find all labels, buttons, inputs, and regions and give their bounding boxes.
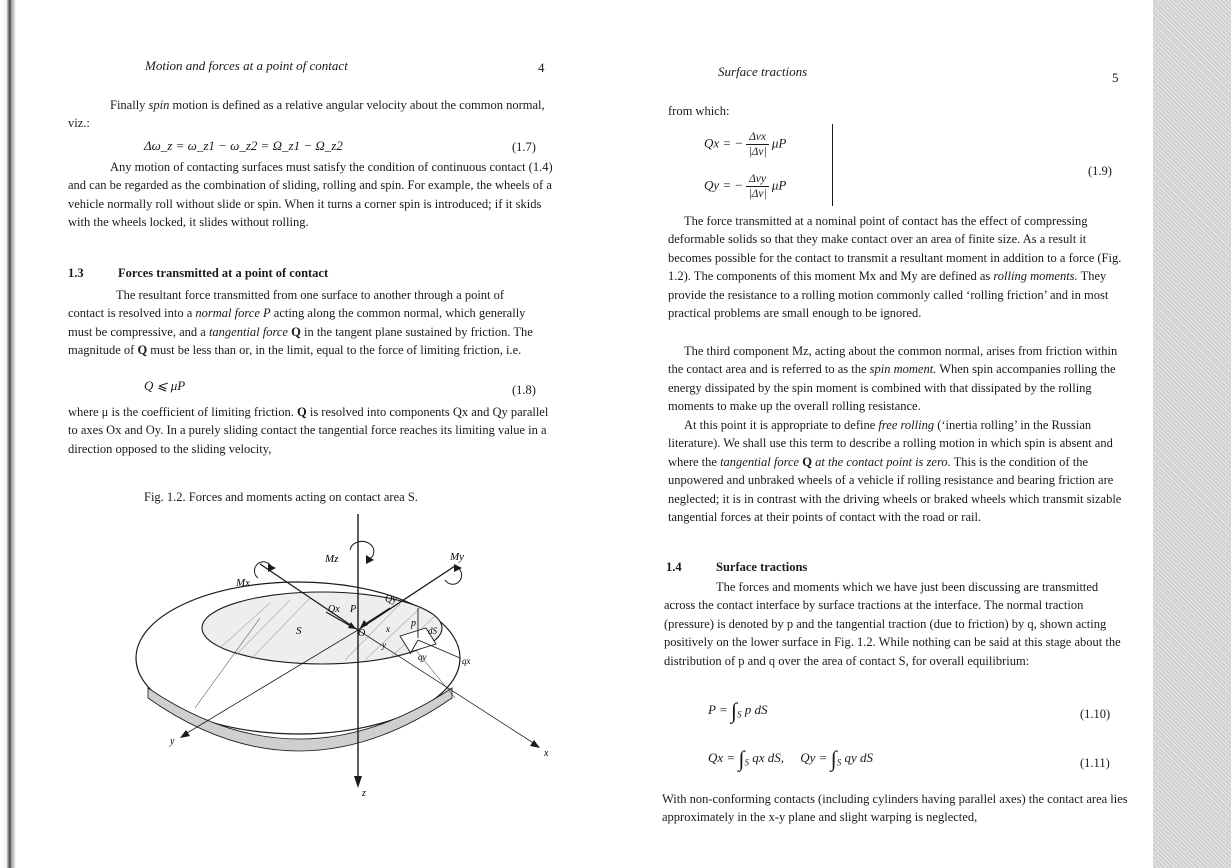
page-number-left: 4: [538, 60, 545, 75]
x-axis-arrowhead: [530, 740, 540, 748]
paragraph-spin: Finally spin motion is defined as a relative angular velocity about the common normal, viz.:: [68, 98, 545, 131]
label-x-axis: x: [544, 748, 549, 759]
page-edge-scan-texture: [1153, 0, 1231, 868]
label-Mz: Mz: [325, 553, 339, 565]
label-x-small: x: [386, 624, 390, 634]
equation-1-11: $Qx = \int_S$ qx dS, $Qy = \int_S$ qy dS: [708, 746, 873, 771]
paragraph-spin-moment: The third component Mz, acting about the common normal, arises from friction within the contact area and is referred to as the spin moment. When spin accompanies rolling the energy dissipated by the spin moment is combined with that dissipated by the rolling moments to make up the overall rolling resistance.: [668, 344, 1118, 414]
label-Qx: Qx: [328, 604, 340, 615]
text-from-which: from which:: [668, 104, 730, 118]
right-page: [660, 0, 1130, 868]
label-Mx: Mx: [236, 577, 251, 589]
equation-1-10: $P = \int_S$ p dS: [708, 698, 768, 723]
page-number-right: 5: [1112, 70, 1119, 85]
paragraph-contact-motion: Any motion of contacting surfaces must satisfy the condition of continuous contact (1.4) and can be regarded as the combination of sliding, rolling and spin. For example, the wheels of a vehicle normally roll without slide or spin. When it turns a corner spin is introduced; if it skids with the wheels locked, it slides without rolling.: [68, 160, 553, 230]
paragraph-free-rolling: At this point it is appropriate to define free rolling (‘inertia rolling’ in the Russian literature). We shall use this term to describe a rolling motion in which spin is absent and where the tangential force Q at the contact point is zero. This is the condition of the unpowered and unbraked wheels of a vehicle if rolling resistance and bearing friction are neglected; it is in contrast with the driving wheels or braked wheels which transmit sizable tangential forces at their points of contact with the road or rail.: [668, 418, 1122, 525]
label-O: O: [358, 628, 366, 639]
section-heading-1-3: 1.3 Forces transmitted at a point of contact: [68, 266, 329, 280]
equation-number-1-7: (1.7): [512, 140, 536, 154]
label-qx: qx: [462, 656, 471, 666]
construction-line: [410, 643, 455, 698]
equation-number-1-11: (1.11): [1080, 756, 1110, 770]
label-z-axis: z: [362, 788, 366, 798]
label-qy: qy: [418, 652, 427, 662]
book-spine-shadow: [0, 0, 16, 868]
equation-1-9-qx: Qx = − $\frac{\text{Δvx}}{|\Delta v|}$ μP: [704, 131, 787, 158]
paragraph-surface-tractions: The forces and moments which we have just been discussing are transmitted across the contact interface by surface tractions at the interface. The normal traction (pressure) is denoted by p and the tangential traction (due to friction) by q, shown acting positively on the lower surface in Fig. 1.2. While nothing can be said at this stage about the distribution of p and q over the area of contact S, for overall equilibrium:: [664, 580, 1121, 668]
label-My: My: [450, 551, 465, 563]
equation-1-8: Q ⩽ μP: [144, 378, 186, 393]
body-rim-shading: [148, 688, 452, 751]
y-axis-arrowhead: [180, 730, 190, 738]
label-S: S: [296, 625, 302, 637]
label-dS: dS: [428, 626, 437, 636]
section-heading-1-4: 1.4 Surface tractions: [666, 560, 808, 574]
figure-caption-1-2: Fig. 1.2. Forces and moments acting on contact area S.: [144, 490, 418, 504]
mz-moment-arrow: [350, 541, 374, 560]
equation-brace: [826, 124, 833, 206]
label-y-small: y: [382, 640, 386, 650]
running-title-left: Motion and forces at a point of contact: [145, 58, 348, 73]
label-P: P: [350, 604, 357, 615]
label-y-axis: y: [170, 736, 175, 747]
paragraph-rolling-moments: The force transmitted at a nominal point of contact has the effect of compressing deformable solids so that they make contact over an area of finite size. As a result it becomes possible for the contact to transmit a resultant moment in addition to a force (Fig. 1.2). The components of this moment Mx and My are defined as rolling moments. They provide the resistance to a rolling motion commonly called ‘rolling friction’ and in most practical problems are small enough to be ignored.: [668, 214, 1122, 321]
label-p: p: [411, 618, 416, 629]
equation-1-7: Δω_z = ω_z1 − ω_z2 = Ω_z1 − Ω_z2: [144, 138, 343, 153]
paragraph-friction-coefficient: where μ is the coefficient of limiting friction. Q is resolved into components Qx and Qy parallel to axes Ox and Oy. In a purely sliding contact the tangential force reaches its limiting value in a direction opposed to the sliding velocity,: [68, 405, 549, 456]
equation-1-9-qy: Qy = − $\frac{\text{Δvy}}{|\Delta v|}$ μP: [704, 173, 787, 200]
equation-number-1-10: (1.10): [1080, 707, 1111, 721]
paragraph-non-conforming: With non-conforming contacts (including cylinders having parallel axes) the contact area lies approximately in the x-y plane and slight warping is neglected,: [662, 792, 1128, 825]
equation-number-1-8: (1.8): [512, 383, 536, 397]
figure-1-2-contact-forces: [100, 508, 560, 798]
left-page: [60, 0, 560, 868]
paragraph-resultant-force: The resultant force transmitted from one surface to another through a point of contact is resolved into a normal force P acting along the common normal, which generally must be compressive, and a tangential force Q in the tangent plane sustained by friction. The magnitude of Q must be less than or, in the limit, equal to the force of limiting friction, i.e.: [68, 288, 533, 358]
label-Qy: Qy: [385, 594, 397, 605]
z-axis-arrowhead: [354, 776, 362, 788]
running-title-right: Surface tractions: [718, 64, 808, 79]
equation-number-1-9: (1.9): [1088, 164, 1112, 178]
